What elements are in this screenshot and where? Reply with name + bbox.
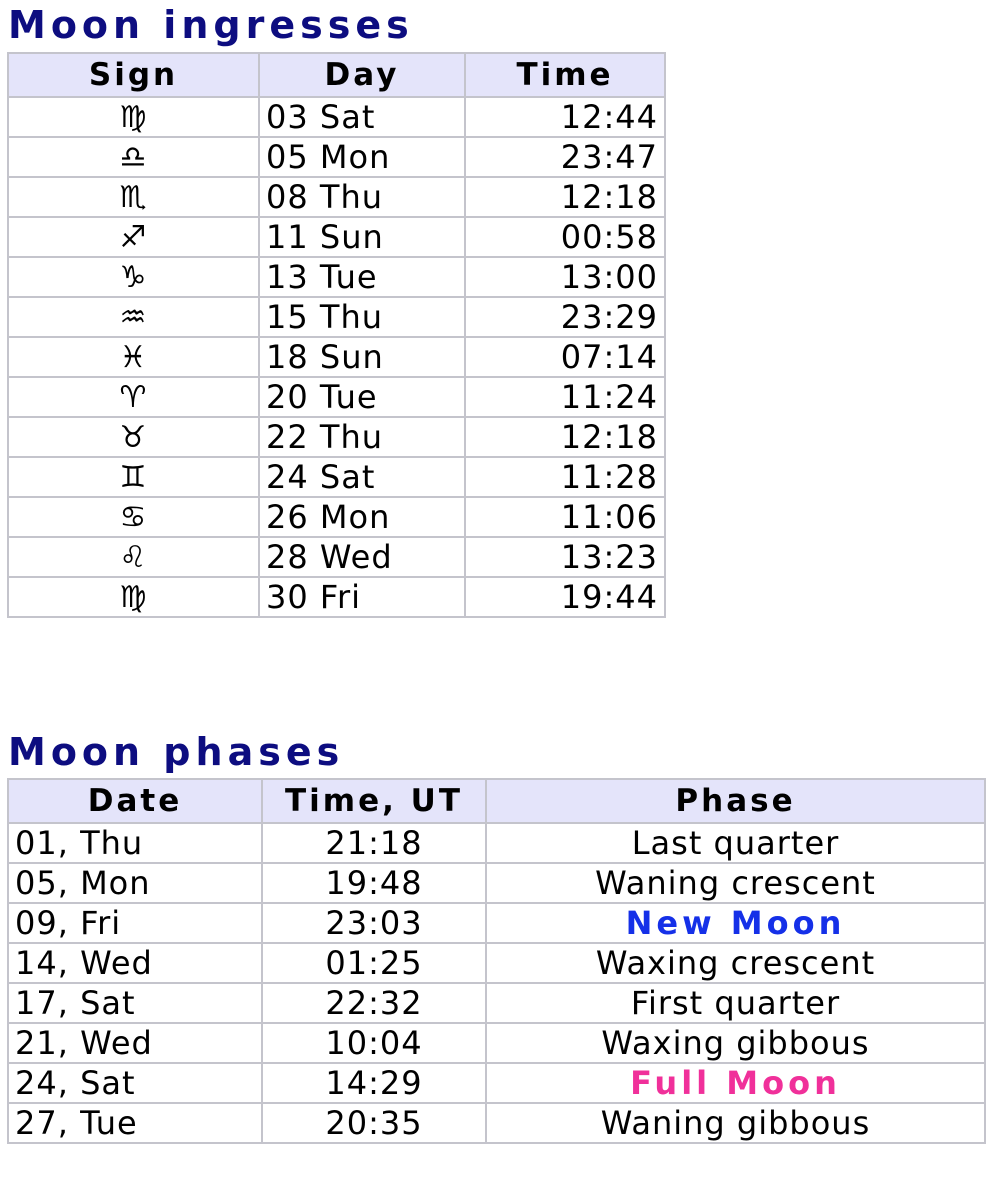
ingress-day: 24 Sat (259, 457, 465, 497)
phase-date: 17, Sat (8, 983, 262, 1023)
ingress-row (8, 97, 665, 137)
phase-time: 23:03 (262, 903, 486, 943)
ingress-day: 30 Fri (259, 577, 465, 617)
phase-row (8, 823, 985, 863)
phase-time: 22:32 (262, 983, 486, 1023)
zodiac-sign-icon: ♎ (8, 137, 259, 177)
phase-date: 27, Tue (8, 1103, 262, 1143)
phase-time: 01:25 (262, 943, 486, 983)
ingress-time: 13:00 (465, 257, 665, 297)
column-header-time: Time (465, 53, 665, 97)
ingress-time: 11:06 (465, 497, 665, 537)
phase-row (8, 943, 985, 983)
ingress-time: 12:44 (465, 97, 665, 137)
ingress-time: 11:24 (465, 377, 665, 417)
column-header-day: Day (259, 53, 465, 97)
phase-date: 24, Sat (8, 1063, 262, 1103)
phase-row (8, 983, 985, 1023)
ingress-day: 13 Tue (259, 257, 465, 297)
zodiac-sign-icon: ♉ (8, 417, 259, 457)
ingress-day: 18 Sun (259, 337, 465, 377)
ingress-time: 13:23 (465, 537, 665, 577)
phase-name: Last quarter (486, 823, 985, 863)
ingress-row (8, 577, 665, 617)
moon-phases-title: Moon phases (8, 730, 345, 774)
phase-row (8, 1063, 985, 1103)
phases-header-row (8, 779, 985, 823)
phase-time: 21:18 (262, 823, 486, 863)
ingresses-header-row (8, 53, 665, 97)
phase-date: 21, Wed (8, 1023, 262, 1063)
ingress-time: 11:28 (465, 457, 665, 497)
zodiac-sign-icon: ♈ (8, 377, 259, 417)
phase-date: 05, Mon (8, 863, 262, 903)
zodiac-sign-icon: ♍ (8, 577, 259, 617)
moon-ingresses-table (7, 52, 666, 618)
phase-row (8, 1023, 985, 1063)
phase-name: Full Moon (486, 1063, 985, 1103)
ingress-day: 22 Thu (259, 417, 465, 457)
phase-time: 10:04 (262, 1023, 486, 1063)
phase-time: 20:35 (262, 1103, 486, 1143)
zodiac-sign-icon: ♓ (8, 337, 259, 377)
ingress-row (8, 177, 665, 217)
ingress-time: 00:58 (465, 217, 665, 257)
zodiac-sign-icon: ♒ (8, 297, 259, 337)
moon-phases-table (7, 778, 986, 1144)
phase-name: Waning gibbous (486, 1103, 985, 1143)
ingress-row (8, 457, 665, 497)
ingress-time: 23:47 (465, 137, 665, 177)
phase-date: 09, Fri (8, 903, 262, 943)
ingress-day: 26 Mon (259, 497, 465, 537)
ingress-time: 12:18 (465, 417, 665, 457)
ingress-day: 05 Mon (259, 137, 465, 177)
ingress-day: 20 Tue (259, 377, 465, 417)
ingress-day: 28 Wed (259, 537, 465, 577)
phase-time: 19:48 (262, 863, 486, 903)
ingress-time: 19:44 (465, 577, 665, 617)
phase-name: New Moon (486, 903, 985, 943)
zodiac-sign-icon: ♑ (8, 257, 259, 297)
ingress-day: 03 Sat (259, 97, 465, 137)
column-header-sign: Sign (8, 53, 259, 97)
phase-row (8, 903, 985, 943)
ingress-day: 11 Sun (259, 217, 465, 257)
ingress-row (8, 337, 665, 377)
ingress-time: 23:29 (465, 297, 665, 337)
zodiac-sign-icon: ♋ (8, 497, 259, 537)
ingress-day: 15 Thu (259, 297, 465, 337)
phase-date: 01, Thu (8, 823, 262, 863)
ingress-row (8, 297, 665, 337)
phase-time: 14:29 (262, 1063, 486, 1103)
phase-name: First quarter (486, 983, 985, 1023)
phase-name: Waxing gibbous (486, 1023, 985, 1063)
column-header-phase: Phase (486, 779, 985, 823)
phase-date: 14, Wed (8, 943, 262, 983)
zodiac-sign-icon: ♊ (8, 457, 259, 497)
phase-name: Waxing crescent (486, 943, 985, 983)
ingress-row (8, 137, 665, 177)
zodiac-sign-icon: ♌ (8, 537, 259, 577)
ingress-row (8, 417, 665, 457)
ingress-time: 12:18 (465, 177, 665, 217)
zodiac-sign-icon: ♍ (8, 97, 259, 137)
ingress-row (8, 537, 665, 577)
column-header-time-ut: Time, UT (262, 779, 486, 823)
phase-name: Waning crescent (486, 863, 985, 903)
zodiac-sign-icon: ♏ (8, 177, 259, 217)
column-header-date: Date (8, 779, 262, 823)
ingress-row (8, 217, 665, 257)
phase-row (8, 863, 985, 903)
ingress-row (8, 257, 665, 297)
ingress-day: 08 Thu (259, 177, 465, 217)
zodiac-sign-icon: ♐ (8, 217, 259, 257)
ingress-row (8, 377, 665, 417)
ingress-row (8, 497, 665, 537)
phase-row (8, 1103, 985, 1143)
ingress-time: 07:14 (465, 337, 665, 377)
moon-ingresses-title: Moon ingresses (8, 3, 414, 47)
